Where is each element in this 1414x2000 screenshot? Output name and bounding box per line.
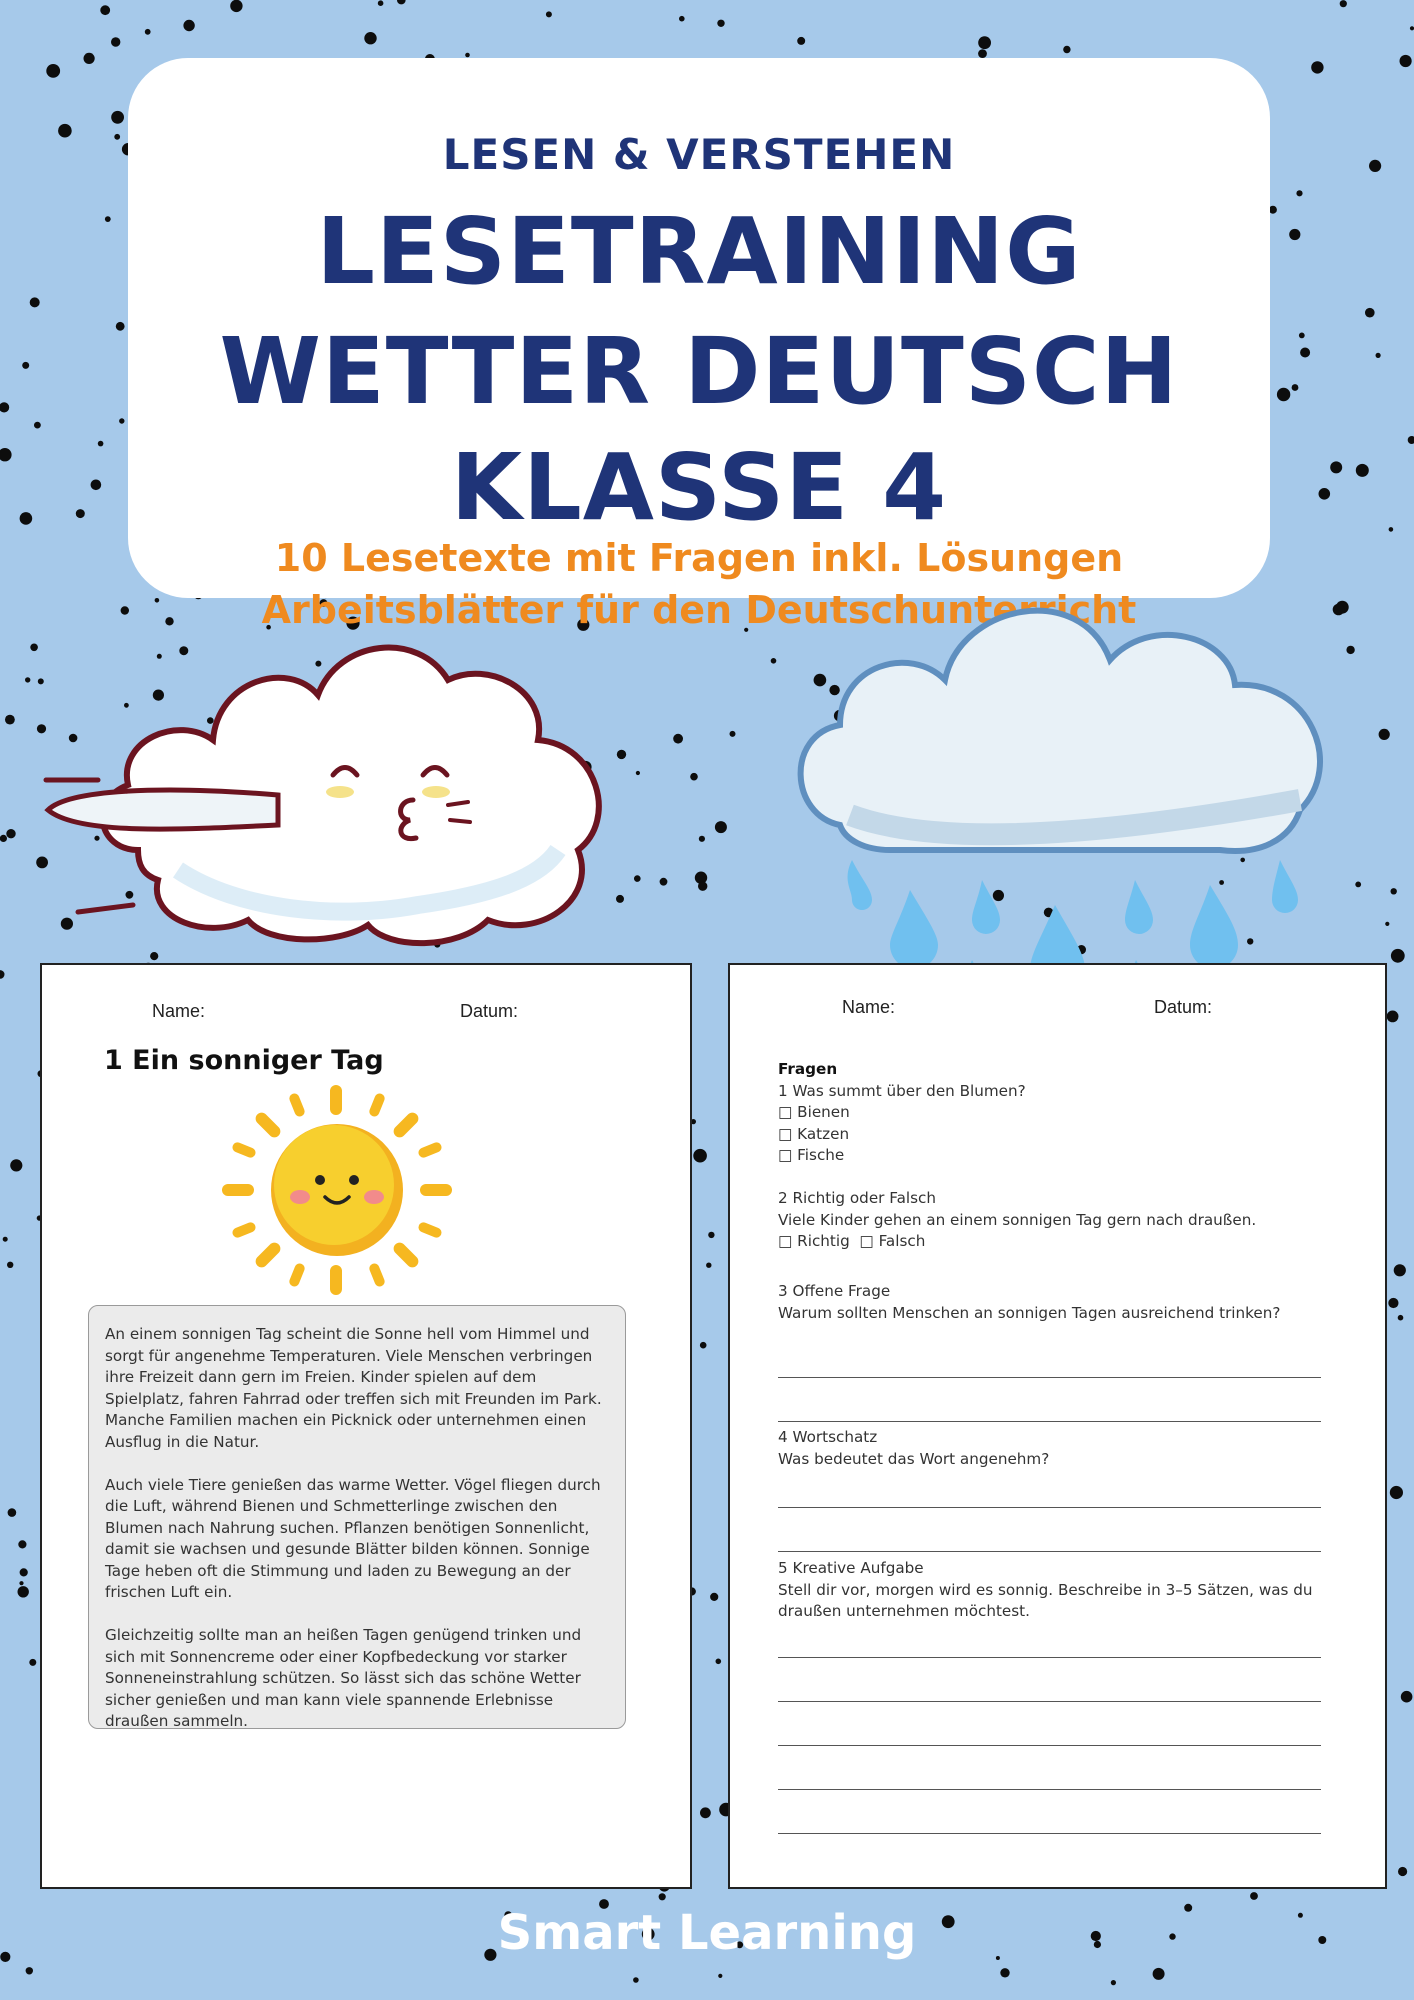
dot <box>20 512 33 525</box>
name-label: Name: <box>152 1001 206 1021</box>
dot <box>1111 1980 1116 1985</box>
answer-line[interactable] <box>778 1421 1321 1422</box>
dot <box>1391 888 1397 894</box>
answer-line[interactable] <box>778 1507 1321 1508</box>
answer-line[interactable] <box>778 1745 1321 1746</box>
dot <box>1394 1264 1406 1276</box>
dot <box>1289 229 1300 240</box>
dot <box>716 1659 722 1665</box>
dot <box>1387 1011 1399 1023</box>
dot <box>1355 882 1361 888</box>
dot <box>1292 384 1299 391</box>
dot <box>1410 26 1414 30</box>
dot <box>18 1540 26 1548</box>
question-2-options[interactable]: □ Richtig □ Falsch <box>778 1232 926 1250</box>
dot <box>978 49 987 58</box>
dot <box>1356 464 1369 477</box>
title-line-3: KLASSE 4 <box>450 434 948 541</box>
dot <box>26 1967 33 1974</box>
dot <box>771 658 777 664</box>
dot <box>1379 729 1390 740</box>
story-paragraph-3: Gleichzeitig sollte man an heißen Tagen genügend trinken und sich mit Sonnencreme oder einer Kopfbedeckung vor starker Sonneneinstrahlung schützen. So lässt sich das schöne Wetter sicher genießen und man kann viele spannende Erlebnisse draußen sammeln. <box>105 1626 582 1730</box>
dot <box>58 124 72 138</box>
answer-line[interactable] <box>778 1377 1321 1378</box>
answer-line[interactable] <box>778 1789 1321 1790</box>
dot <box>1063 46 1070 53</box>
dot <box>1300 348 1310 358</box>
title-card <box>128 58 1270 632</box>
dot <box>1389 527 1394 532</box>
dot <box>700 1807 711 1818</box>
questions-heading: Fragen <box>778 1060 838 1078</box>
sun-icon <box>222 1085 452 1295</box>
question-4-prompt: Was bedeutet das Wort angenehm? <box>778 1449 1050 1468</box>
story-paragraph-2: Auch viele Tiere genießen das warme Wetter. Vögel fliegen durch die Luft, während Bienen und Schmetterlinge zwischen den Blumen nach Nahrung suchen. Pflanzen benötigen Sonnenlicht, damit sie wachsen und gesunde Blätter bilden können. Sonnige Tage heben oft die Stimmung und laden zu Bewegung an der frischen Luft ein. <box>105 1475 601 1601</box>
dot <box>978 36 991 49</box>
dot <box>1398 1867 1407 1876</box>
reading-worksheet <box>40 963 692 1889</box>
dot <box>119 418 124 423</box>
question-1-option-3[interactable]: □ Fische <box>778 1146 845 1164</box>
dot <box>1365 308 1375 318</box>
dot <box>364 32 376 44</box>
dot <box>76 509 85 518</box>
dot <box>1398 1315 1404 1321</box>
dot <box>30 297 40 307</box>
dot <box>230 0 242 12</box>
dot <box>0 402 9 412</box>
subtitle-line-1: 10 Lesetexte mit Fragen inkl. Lösungen <box>274 536 1124 580</box>
question-4-title: 4 Wortschatz <box>778 1428 878 1446</box>
dot <box>1277 388 1290 401</box>
question-5-prompt-line-2: draußen unternehmen möchtest. <box>778 1602 1030 1620</box>
dot <box>1250 1892 1258 1900</box>
dot <box>1385 922 1389 926</box>
dot <box>718 1974 722 1978</box>
dot <box>0 835 7 842</box>
dot <box>84 53 95 64</box>
dot <box>145 29 151 35</box>
dot <box>397 0 406 4</box>
dot <box>1340 0 1347 7</box>
dot <box>1408 436 1414 444</box>
dot <box>698 882 707 891</box>
dot <box>111 111 124 124</box>
dot <box>706 1263 711 1268</box>
dot <box>378 0 384 6</box>
dot <box>700 1342 707 1349</box>
dot <box>7 1262 13 1268</box>
question-1-prompt: 1 Was summt über den Blumen? <box>778 1081 1026 1100</box>
dot <box>1330 461 1342 473</box>
dot <box>19 1581 23 1585</box>
dot <box>1400 55 1412 67</box>
dot <box>708 1232 714 1238</box>
dot <box>1391 949 1405 963</box>
dot <box>5 715 15 725</box>
question-5-prompt-line-1: Stell dir vor, morgen wird es sonnig. Beschreibe in 3–5 Sätzen, was du <box>778 1580 1313 1599</box>
dot <box>679 16 685 22</box>
dot <box>1346 646 1354 654</box>
wind-cloud-icon <box>38 620 648 950</box>
dot <box>183 20 194 31</box>
name-label: Name: <box>842 997 896 1017</box>
brand-logo: Smart Learning <box>497 1905 917 1961</box>
answer-line[interactable] <box>778 1833 1321 1834</box>
dot <box>150 952 158 960</box>
rain-cloud-icon <box>780 585 1340 1005</box>
dot <box>22 362 29 369</box>
dot <box>1311 61 1323 73</box>
story-title: 1 Ein sonniger Tag <box>104 1045 384 1076</box>
dot <box>91 480 102 491</box>
question-1-option-1[interactable]: □ Bienen <box>778 1103 850 1121</box>
dot <box>1000 1968 1009 1977</box>
dot <box>1369 160 1381 172</box>
dot <box>715 821 727 833</box>
dot <box>797 37 805 45</box>
dot <box>18 1586 29 1597</box>
dot <box>105 216 111 222</box>
question-3-prompt: Warum sollten Menschen an sonnigen Tagen ausreichend trinken? <box>778 1303 1281 1322</box>
dot <box>98 441 104 447</box>
title-line-2: WETTER DEUTSCH <box>219 318 1179 425</box>
title-line-1: LESETRAINING <box>316 198 1082 305</box>
answer-line[interactable] <box>778 1701 1321 1702</box>
subtitle-line-2: Arbeitsblätter für den Deutschunterricht <box>261 588 1137 632</box>
dot <box>1153 1968 1165 1980</box>
dot <box>699 836 705 842</box>
kicker-label: LESEN & VERSTEHEN <box>442 130 956 179</box>
answer-line[interactable] <box>778 1657 1321 1658</box>
dot <box>659 1893 666 1900</box>
dot <box>673 734 683 744</box>
dot <box>690 773 698 781</box>
dot <box>1269 206 1277 214</box>
dot <box>8 1508 17 1517</box>
date-label: Datum: <box>1154 997 1213 1017</box>
dot <box>717 20 724 27</box>
dot <box>633 1977 639 1983</box>
dot <box>1376 353 1381 358</box>
dot <box>693 1149 707 1163</box>
dot <box>114 134 120 140</box>
dot <box>116 322 125 331</box>
dot <box>100 5 110 15</box>
question-1-option-2[interactable]: □ Katzen <box>778 1124 850 1143</box>
dot <box>0 448 12 461</box>
dot <box>660 878 668 886</box>
dot <box>710 1593 718 1601</box>
dot <box>0 970 5 979</box>
dot <box>30 644 38 652</box>
dot <box>111 37 120 46</box>
dot <box>1390 1486 1403 1499</box>
dot <box>29 1659 36 1666</box>
dot <box>1388 1298 1398 1308</box>
question-2-title: 2 Richtig oder Falsch <box>778 1189 936 1207</box>
dot <box>34 422 41 429</box>
question-3-title: 3 Offene Frage <box>778 1282 891 1300</box>
dot <box>546 11 552 17</box>
dot <box>1296 190 1302 196</box>
story-text-box <box>88 1305 626 1729</box>
dot <box>1401 1691 1413 1703</box>
dot <box>6 829 15 838</box>
dot <box>1319 488 1331 500</box>
answer-line[interactable] <box>778 1551 1321 1552</box>
dot <box>25 677 30 682</box>
dot <box>46 64 60 78</box>
dot <box>1299 333 1305 339</box>
dot <box>730 731 736 737</box>
dot <box>20 1568 28 1576</box>
question-5-title: 5 Kreative Aufgabe <box>778 1559 924 1577</box>
dot <box>3 1237 8 1242</box>
questions-worksheet <box>728 963 1387 1889</box>
date-label: Datum: <box>460 1001 519 1021</box>
dot <box>465 53 470 58</box>
story-paragraph-1: An einem sonnigen Tag scheint die Sonne hell vom Himmel und sorgt für angenehme Temperaturen. Viele Menschen verbringen ihre Freizeit dann gern im Freien. Kinder spielen auf dem Spielplatz, fahren Fahrrad oder treffen sich mit Freunden im Park. Manche Familien machen ein Picknick oder unternehmen einen Ausflug in die Natur. <box>105 1325 602 1451</box>
question-2-statement: Viele Kinder gehen an einem sonnigen Tag gern nach draußen. <box>778 1210 1257 1229</box>
dot <box>10 1159 22 1171</box>
